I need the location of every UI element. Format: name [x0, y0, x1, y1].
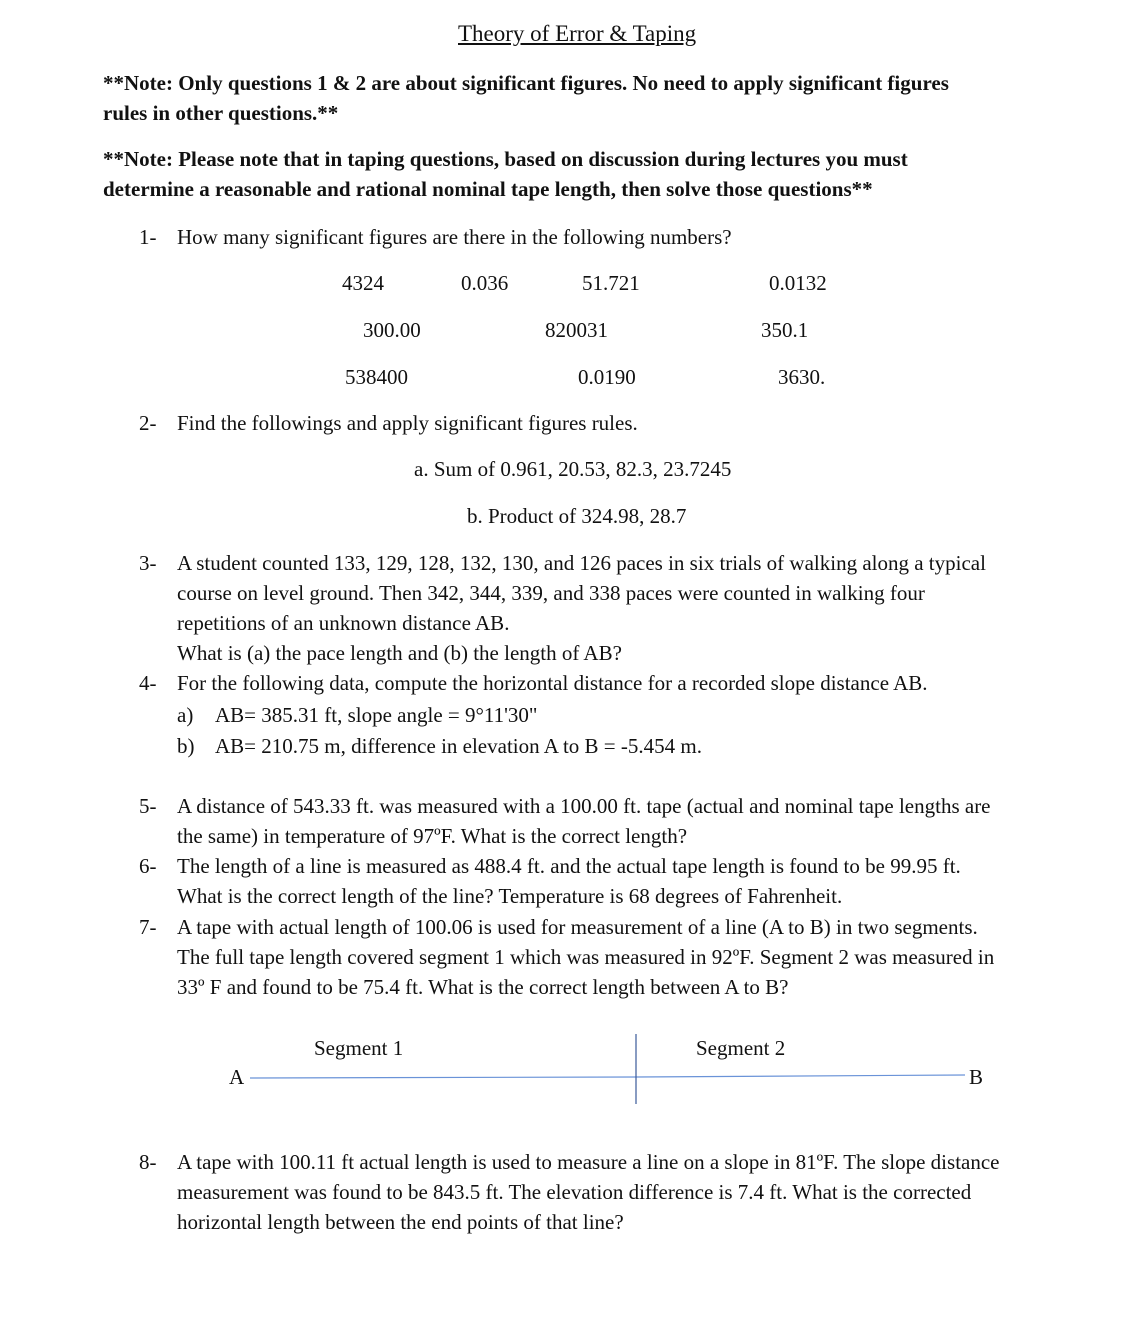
- question-4b-label: b): [177, 734, 195, 758]
- segment-1-line: [250, 1077, 636, 1078]
- question-6-line-2: What is the correct length of the line? Temperature is 68 degrees of Fahrenheit.: [177, 884, 843, 908]
- question-7-line-3: 33º F and found to be 75.4 ft. What is the correct length between A to B?: [177, 975, 789, 999]
- question-8-line-2: measurement was found to be 843.5 ft. The elevation difference is 7.4 ft. What is the corrected: [177, 1180, 972, 1204]
- segment-2-label: Segment 2: [696, 1036, 786, 1060]
- question-4-number: 4-: [139, 671, 157, 695]
- note-2-line-2: determine a reasonable and rational nominal tape length, then solve those questions**: [103, 177, 873, 201]
- question-4a: AB= 385.31 ft, slope angle = 9°11'30": [215, 703, 538, 727]
- question-3-number: 3-: [139, 551, 157, 575]
- q1-value: 350.1: [761, 318, 809, 342]
- q1-value: 0.0190: [578, 365, 636, 389]
- question-8-line-3: horizontal length between the end points of that line?: [177, 1210, 624, 1234]
- question-4-text: For the following data, compute the horizontal distance for a recorded slope distance AB.: [177, 671, 928, 695]
- question-5-number: 5-: [139, 794, 157, 818]
- q1-value: 820031: [545, 318, 608, 342]
- question-7-line-1: A tape with actual length of 100.06 is used for measurement of a line (A to B) in two segments.: [177, 915, 978, 939]
- question-5-line-2: the same) in temperature of 97ºF. What is the correct length?: [177, 824, 688, 848]
- question-6-number: 6-: [139, 854, 157, 878]
- question-2b: b. Product of 324.98, 28.7: [467, 504, 687, 528]
- segment-1-label: Segment 1: [314, 1036, 404, 1060]
- question-8-number: 8-: [139, 1150, 157, 1174]
- q1-value: 0.0132: [769, 271, 827, 295]
- q1-value: 4324: [342, 271, 384, 295]
- q1-value: 538400: [345, 365, 408, 389]
- q1-value: 3630.: [778, 365, 826, 389]
- question-2-text: Find the followings and apply significant figures rules.: [177, 411, 638, 435]
- question-3-line-1: A student counted 133, 129, 128, 132, 130, and 126 paces in six trials of walking along a typical: [177, 551, 986, 575]
- question-7-line-2: The full tape length covered segment 1 which was measured in 92ºF. Segment 2 was measured in: [177, 945, 995, 969]
- segment-2-line: [636, 1075, 965, 1077]
- question-4b: AB= 210.75 m, difference in elevation A to B = -5.454 m.: [215, 734, 702, 758]
- question-3-line-3: repetitions of an unknown distance AB.: [177, 611, 510, 635]
- question-3-line-4: What is (a) the pace length and (b) the length of AB?: [177, 641, 622, 665]
- q1-value: 51.721: [582, 271, 640, 295]
- question-4a-label: a): [177, 703, 194, 727]
- q1-value: 300.00: [363, 318, 421, 342]
- question-2-number: 2-: [139, 411, 157, 435]
- question-1-text: How many significant figures are there in the following numbers?: [177, 225, 732, 249]
- question-7-number: 7-: [139, 915, 157, 939]
- question-3-line-2: course on level ground. Then 342, 344, 339, and 338 paces were counted in walking four: [177, 581, 925, 605]
- note-2-line-1: **Note: Please note that in taping questions, based on discussion during lectures you must: [103, 147, 908, 171]
- point-a-label: A: [229, 1065, 245, 1089]
- note-1-line-1: **Note: Only questions 1 & 2 are about significant figures. No need to apply significant figures: [103, 71, 949, 95]
- question-6-line-1: The length of a line is measured as 488.4 ft. and the actual tape length is found to be 99.95 ft.: [177, 854, 961, 878]
- point-b-label: B: [969, 1065, 984, 1089]
- question-1-number: 1-: [139, 225, 157, 249]
- question-5-line-1: A distance of 543.33 ft. was measured with a 100.00 ft. tape (actual and nominal tape lengths are: [177, 794, 991, 818]
- note-1-line-2: rules in other questions.**: [103, 101, 339, 125]
- page-title: Theory of Error & Taping: [458, 21, 697, 46]
- question-2a: a. Sum of 0.961, 20.53, 82.3, 23.7245: [414, 457, 732, 481]
- q1-value: 0.036: [461, 271, 509, 295]
- question-8-line-1: A tape with 100.11 ft actual length is used to measure a line on a slope in 81ºF. The slope distance: [177, 1150, 1000, 1174]
